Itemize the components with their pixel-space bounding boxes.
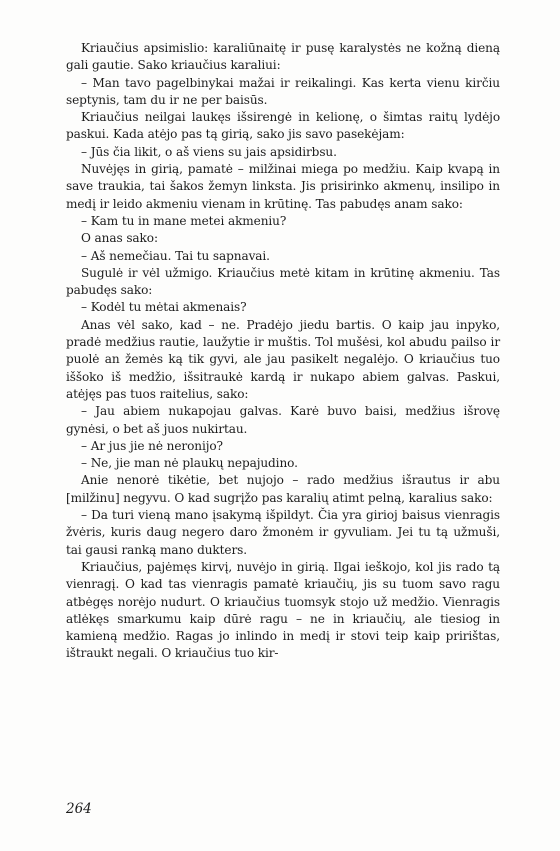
page-number: 264 bbox=[66, 801, 92, 817]
paragraph: Kriaučius apsimislio: karaliūnaitę ir pusę karalystės ne kožną dieną gali gautie. Sako kriaučius karaliui: bbox=[66, 41, 500, 73]
dialogue-line: – Man tavo pagelbinykai mažai ir reikalingi. Kas kerta vienu kirčiu septynis, tam du ir ne per baisūs. bbox=[66, 75, 500, 107]
dialogue-line: – Ne, jie man nė plaukų nepajudino. bbox=[81, 456, 298, 471]
story-text bbox=[66, 40, 500, 663]
dialogue-line: – Da turi vieną mano įsakymą išpildyt. Čia yra girioj baisus vienragis žvėris, kuris daug negero daro žmonėm ir gyvuliam. Jei tu tą užmuši, tai gausi ranką mano dukters. bbox=[66, 508, 500, 557]
dialogue-line: – Aš nemečiau. Tai tu sapnavai. bbox=[81, 248, 270, 263]
paragraph: Nuvėjęs in girią, pamatė – milžinai miega po medžiu. Kaip kvapą in save traukia, tai šakos žemyn linksta. Jis prisirinko akmenų, insilipo in medį ir leido akmeniu vienam in krūtinę. Tas pabudęs anam sako: bbox=[66, 162, 500, 211]
dialogue-line: – Jau abiem nukapojau galvas. Karė buvo baisi, medžius išrovę gynėsi, o bet aš juos nukirtau. bbox=[66, 404, 500, 436]
paragraph: O anas sako: bbox=[81, 231, 158, 246]
dialogue-line: – Kodėl tu mėtai akmenais? bbox=[81, 300, 247, 315]
dialogue-line: – Jūs čia likit, o aš viens su jais apsidirbsu. bbox=[81, 144, 337, 159]
paragraph: Anas vėl sako, kad – ne. Pradėjo jiedu bartis. O kaip jau inpyko, pradė medžius rautie, laužytie ir muštis. Tol mušėsi, kol abudu pailso ir puolė an žemės ką tik gyvi, ale jau pasikelt negalėjo. O kriaučius tuo iššoko iš medžio, išsitraukė kardą ir nukapo abiem galvas. Paskui, atėjęs pas tuos raitelius, sako: bbox=[66, 317, 500, 401]
dialogue-line: – Kam tu in mane metei akmeniu? bbox=[81, 213, 287, 228]
paragraph: Anie nenorė tikėtie, bet nujojo – rado medžius išrautus ir abu [milžinu] negyvu. O kad sugrįžo pas karalių atimt pelną, karalius sako: bbox=[66, 473, 500, 505]
paragraph: Kriaučius neilgai laukęs išsirengė in kelionę, o šimtas raitų lydėjo paskui. Kada atėjo pas tą girią, sako jis savo pasekėjam: bbox=[66, 110, 500, 142]
dialogue-line: – Ar jus jie nė neronijo? bbox=[81, 438, 223, 453]
paragraph: Kriaučius, pajėmęs kirvį, nuvėjo in girią. Ilgai ieškojo, kol jis rado tą vienragį. O kad tas vienragis pamatė kriaučių, jis su tuom savo ragu atbėgęs norėjo nudurt. O kriaučius tuomsyk stojo už medžio. Vienragis atlėkęs smarkumu kaip dūrė ragu – ne in kriaučių, ale tiesiog in kamieną medžio. Ragas jo inlindo in medį ir stovi teip kaip pririštas, ištraukt negali. O kriaučius tuo kir- bbox=[66, 559, 500, 661]
paragraph: Sugulė ir vėl užmigo. Kriaučius metė kitam in krūtinę akmeniu. Tas pabudęs sako: bbox=[66, 265, 500, 298]
